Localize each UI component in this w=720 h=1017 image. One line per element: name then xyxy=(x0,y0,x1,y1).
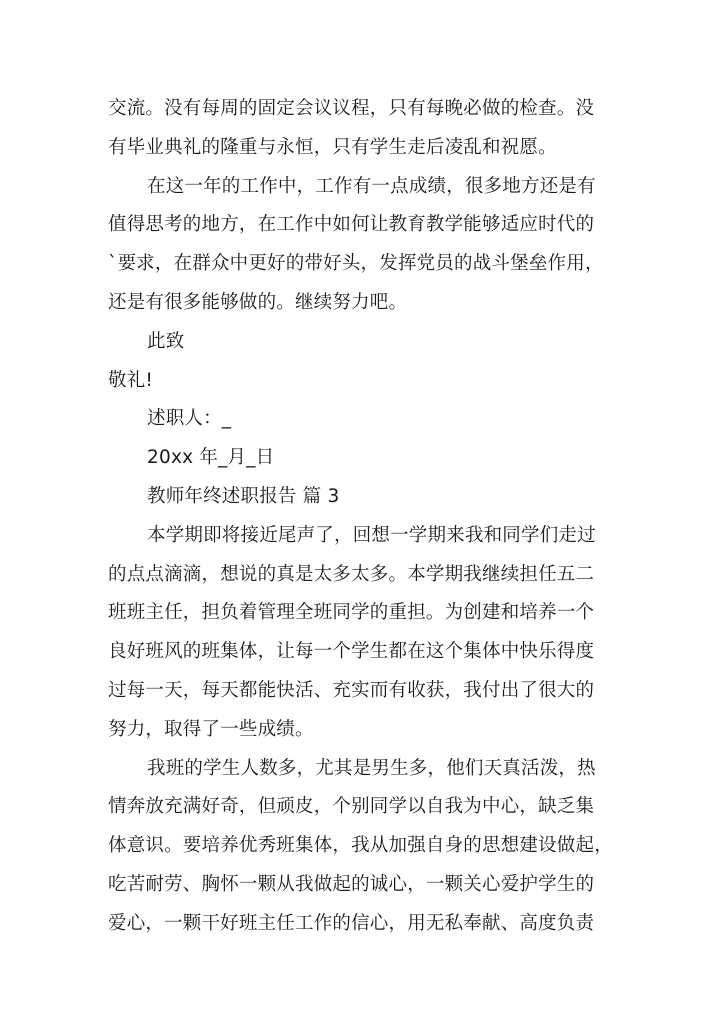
text-line: 过每一天，每天都能快活、充实而有收获，我付出了很大的 xyxy=(108,679,595,701)
reporter-signature: 述职人：_ xyxy=(147,408,232,430)
text-line: 还是有很多能够做的。继续努力吧。 xyxy=(108,291,408,313)
text-line: 值得思考的地方，在工作中如何让教育教学能够适应时代的 xyxy=(108,214,595,236)
text-line: 交流。没有每周的固定会议议程，只有每晚必做的检查。没 xyxy=(108,98,595,119)
text-line: 爱心，一颗干好班主任工作的信心，用无私奉献、高度负责 xyxy=(108,912,595,934)
text-line: 本学期即将接近尾声了，回想一学期来我和同学们走过 xyxy=(147,524,596,546)
text-line: 吃苦耐劳、胸怀一颗从我做起的诚心，一颗关心爱护学生的 xyxy=(108,873,595,895)
text-line: 努力，取得了一些成绩。 xyxy=(108,718,314,740)
section-heading: 教师年终述职报告 篇 3 xyxy=(147,485,340,507)
text-line: 有毕业典礼的隆重与永恒，只有学生走后凌乱和祝愿。 xyxy=(108,136,557,158)
text-line: 班班主任，担负着管理全班同学的重担。为创建和培养一个 xyxy=(108,602,595,624)
text-line: 我班的学生人数多，尤其是男生多，他们天真活泼，热 xyxy=(147,757,596,779)
closing-regards: 敬礼! xyxy=(108,369,154,391)
document-body xyxy=(108,90,614,944)
text-line: `要求，在群众中更好的带好头，发挥党员的战斗堡垒作用， xyxy=(108,253,604,275)
text-line: 在这一年的工作中，工作有一点成绩，很多地方还是有 xyxy=(147,175,596,197)
text-line: 情奔放充满好奇，但顽皮，个别同学以自我为中心，缺乏集 xyxy=(108,796,595,818)
text-line: 的点点滴滴，想说的真是太多太多。本学期我继续担任五二 xyxy=(108,563,595,585)
report-date: 20xx 年_月_日 xyxy=(147,447,275,469)
text-line: 体意识。要培养优秀班集体，我从加强自身的思想建设做起， xyxy=(108,835,613,857)
text-line: 良好班风的班集体，让每一个学生都在这个集体中快乐得度 xyxy=(108,641,595,663)
closing-salutation: 此致 xyxy=(147,330,185,352)
